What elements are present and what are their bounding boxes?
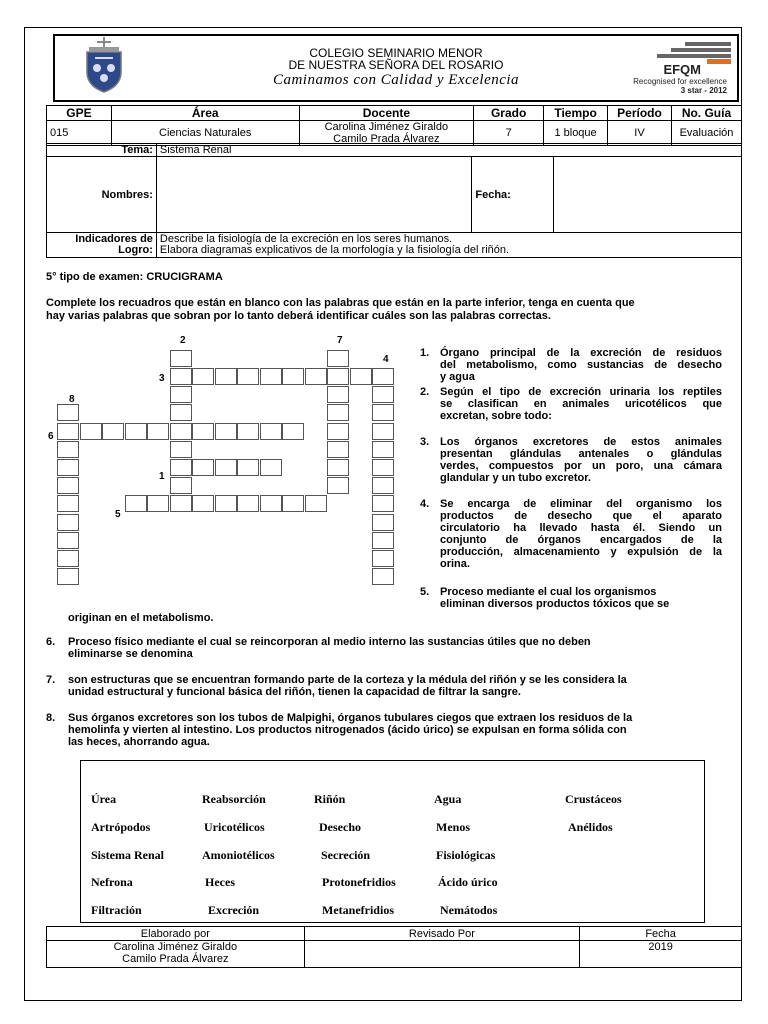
docente-value (299, 121, 474, 146)
word-bank-word: Excreción (208, 903, 260, 917)
footer-header-revisado: Revisado Por (304, 927, 580, 941)
crossword-cell[interactable] (282, 495, 304, 512)
crossword-cell[interactable] (260, 423, 282, 440)
indicador-2: Elabora diagramas explicativos de la morfología y la fisiología del riñón. (159, 244, 510, 256)
word-bank-word: Secreción (321, 848, 371, 862)
fecha-field[interactable] (554, 157, 742, 233)
clue-8-line2: hemolinfa y vierten al intestino. Los productos nitrogenados (ácido úrico) se expulsan en forma sólida con (68, 724, 627, 736)
word-bank-word: Reabsorción (202, 792, 266, 806)
crossword-cell[interactable] (372, 386, 394, 403)
crossword-cell[interactable] (260, 495, 282, 512)
instructions-line2: hay varias palabras que sobran por lo tanto deberá identificar cuáles son las palabras correctas. (46, 310, 551, 322)
fecha-label: Fecha: (472, 157, 554, 233)
crossword-cell[interactable] (125, 495, 147, 512)
crossword-cell[interactable] (372, 368, 394, 385)
word-bank-word: Ácido úrico (438, 875, 498, 889)
school-header (53, 34, 739, 102)
indicadores-label (47, 233, 157, 258)
clue-1-line3: y agua (440, 371, 475, 383)
crossword-cell[interactable] (327, 477, 349, 494)
footer-table (46, 926, 742, 968)
header-guia: No. Guía (671, 106, 741, 121)
docente-2: Camilo Prada Álvarez (333, 133, 440, 145)
crossword-cell[interactable] (170, 495, 192, 512)
clue-4-line1: Se encarga de eliminar del organismo los (440, 498, 722, 510)
crossword-cell[interactable] (192, 495, 214, 512)
clue-5-line1: Proceso mediante el cual los organismos (440, 586, 657, 598)
clue-7 (46, 674, 728, 698)
clue-5 (420, 586, 722, 610)
clue-2-number: 2. (420, 386, 430, 398)
efqm-certification-logo (615, 42, 731, 94)
clue-1-line1: Órgano principal de la excreción de residuos (440, 347, 722, 359)
crossword-cell[interactable] (372, 532, 394, 549)
crossword-cell[interactable] (372, 404, 394, 421)
tema-value: Sistema Renal (156, 144, 741, 157)
crossword-cell[interactable] (57, 568, 79, 585)
clue-2-line1: Según el tipo de excreción urinaria los reptiles (440, 386, 722, 398)
clue-1 (420, 347, 722, 383)
exam-type-label: 5° tipo de examen: (46, 271, 144, 283)
crossword-cell[interactable] (170, 441, 192, 458)
crossword-cell[interactable] (57, 404, 79, 421)
indicadores-label-2: Logro: (118, 244, 153, 256)
efqm-stars: 3 star - 2012 (680, 86, 727, 95)
crossword-cell[interactable] (215, 423, 237, 440)
crossword-cell[interactable] (237, 495, 259, 512)
crossword-cell[interactable] (237, 368, 259, 385)
clue-4-line6: orina. (440, 558, 470, 570)
crossword-cell[interactable] (350, 368, 372, 385)
crossword-cell[interactable] (372, 550, 394, 567)
clue-3-line2: presentan glándulas antenales o glándulas (440, 448, 722, 460)
efqm-brand: EFQM (663, 62, 701, 77)
exam-type (46, 271, 223, 284)
crossword-cell[interactable] (192, 459, 214, 476)
clue-6 (46, 636, 718, 660)
clue-6-line1: Proceso físico mediante el cual se reincorporan al medio interno las sustancias útiles que no deben (68, 636, 591, 648)
nombres-label: Nombres: (47, 157, 157, 233)
crossword-cell[interactable] (327, 350, 349, 367)
course-info-table (46, 105, 742, 146)
footer-fecha: 2019 (580, 941, 742, 968)
gpe-value: 015 (47, 121, 112, 146)
crossword-cell[interactable] (192, 368, 214, 385)
crossword-cell[interactable] (327, 423, 349, 440)
word-bank-word: Fisiológicas (436, 848, 496, 862)
word-bank-word: Anélidos (568, 820, 613, 834)
word-bank-word: Metanefridios (322, 903, 394, 917)
clue-8-line3: las heces, ahorrando agua. (68, 736, 210, 748)
docente-1: Carolina Jiménez Giraldo (324, 121, 449, 133)
crossword-cell[interactable] (215, 495, 237, 512)
word-bank-word: Desecho (319, 820, 361, 834)
clue-2-line3: excretan, sobre todo: (440, 410, 552, 422)
clue-7-number: 7. (46, 674, 56, 686)
crossword-cell[interactable] (192, 423, 214, 440)
student-details-table (46, 143, 742, 258)
footer-elaborado (47, 941, 305, 968)
clue-2-line2: se clasifican en animales uricotélicos que (440, 398, 722, 410)
crossword-cell[interactable] (372, 423, 394, 440)
crossword-cell[interactable] (57, 532, 79, 549)
word-bank-word: Filtración (91, 903, 142, 917)
crossword-cell[interactable] (372, 477, 394, 494)
clue-8-number: 8. (46, 712, 56, 724)
word-bank-word: Heces (205, 875, 235, 889)
crossword-cell[interactable] (147, 495, 169, 512)
crossword-cell[interactable] (57, 477, 79, 494)
word-bank-word: Nemátodos (440, 903, 498, 917)
word-bank-word: Artrópodos (91, 820, 151, 834)
crossword-cell[interactable] (372, 441, 394, 458)
crossword-cell[interactable] (372, 459, 394, 476)
crossword-cell[interactable] (57, 550, 79, 567)
indicador-1: Describe la fisiología de la excreción en los seres humanos. (159, 233, 453, 245)
word-bank-word: Agua (434, 792, 462, 806)
clue-4 (420, 498, 722, 570)
crossword-cell[interactable] (57, 423, 79, 440)
crossword-cell[interactable] (170, 368, 192, 385)
crossword-cell[interactable] (170, 386, 192, 403)
area-value: Ciencias Naturales (111, 121, 299, 146)
crossword-cell[interactable] (125, 423, 147, 440)
clue-4-line4: conjunto de órganos encargados de la (440, 534, 722, 546)
clue-4-line3: circulatorio ha llevado hasta él. Siendo un (440, 522, 722, 534)
crossword-cell[interactable] (327, 459, 349, 476)
crossword-cell[interactable] (282, 423, 304, 440)
grado-value: 7 (474, 121, 544, 146)
clue-8 (46, 712, 728, 748)
word-bank-box (80, 760, 705, 923)
header-gpe: GPE (47, 106, 112, 121)
crossword-cell[interactable] (282, 368, 304, 385)
word-bank-word: Crustáceos (565, 792, 622, 806)
word-bank-word: Protonefridios (322, 875, 396, 889)
crossword-cell[interactable] (215, 368, 237, 385)
clue-6-number: 6. (46, 636, 56, 648)
crossword-cell[interactable] (327, 441, 349, 458)
clue-3-line3: verdes, compuestos por un poro, una cámara (440, 460, 722, 472)
crossword-cell[interactable] (170, 423, 192, 440)
crossword-cell[interactable] (372, 514, 394, 531)
indicadores-value (156, 233, 741, 258)
footer-elaborado-2: Camilo Prada Álvarez (122, 953, 229, 965)
word-bank-word: Úrea (91, 792, 117, 806)
crossword-cell[interactable] (327, 404, 349, 421)
nombres-field[interactable] (156, 157, 471, 233)
crossword-cell[interactable] (372, 495, 394, 512)
instructions-line1: Complete los recuadros que están en blanco con las palabras que están en la parte inferior, tenga en cuenta que (46, 297, 635, 309)
crossword-cell[interactable] (57, 441, 79, 458)
crossword-cell[interactable] (305, 368, 327, 385)
clue-2 (420, 386, 722, 422)
crossword-cell[interactable] (57, 495, 79, 512)
clue-3 (420, 436, 722, 484)
crossword-number-2: 2 (180, 335, 186, 346)
clue-1-line2: del metabolismo, como sustancias de desecho (440, 359, 722, 371)
school-name-line2: DE NUESTRA SEÑORA DEL ROSARIO (288, 58, 504, 72)
word-bank-word: Nefrona (91, 875, 133, 889)
footer-elaborado-1: Carolina Jiménez Giraldo (113, 941, 238, 953)
clue-7-line2: unidad estructural y funcional básica del riñón, tienen la capacidad de filtrar la sangre. (68, 686, 521, 698)
footer-header-elaborado: Elaborado por (47, 927, 305, 941)
crossword-cell[interactable] (170, 459, 192, 476)
clue-1-number: 1. (420, 347, 430, 359)
crossword-cell[interactable] (305, 495, 327, 512)
crossword-number-1: 1 (159, 471, 165, 482)
crossword-cell[interactable] (215, 459, 237, 476)
footer-revisado (304, 941, 580, 968)
crossword-cell[interactable] (327, 386, 349, 403)
crossword-cell[interactable] (170, 477, 192, 494)
crossword-number-3: 3 (159, 373, 165, 384)
efqm-bars-icon (645, 42, 731, 64)
efqm-recognised: Recognised for excellence (633, 77, 727, 86)
school-motto: Caminamos con Calidad y Excelencia (272, 72, 520, 88)
crossword-number-6: 6 (48, 431, 54, 442)
clue-5-line3: originan en el metabolismo. (68, 612, 214, 624)
periodo-value: IV (608, 121, 672, 146)
clue-3-line4: glandular y un tubo excretor. (440, 472, 591, 484)
header-periodo: Período (608, 106, 672, 121)
header-grado: Grado (474, 106, 544, 121)
clue-4-number: 4. (420, 498, 430, 510)
crossword-cell[interactable] (260, 459, 282, 476)
crossword-cell[interactable] (147, 423, 169, 440)
exam-type-value: CRUCIGRAMA (146, 271, 223, 283)
crossword-number-5: 5 (115, 509, 121, 520)
crossword-number-8: 8 (69, 394, 75, 405)
footer-header-fecha: Fecha (580, 927, 742, 941)
header-tiempo: Tiempo (544, 106, 608, 121)
crossword-cell[interactable] (57, 459, 79, 476)
crossword-cell[interactable] (80, 423, 102, 440)
clue-4-line5: producción, almacenamiento y expulsión de la (440, 546, 722, 558)
word-bank-word: Amoniotélicos (202, 848, 275, 862)
crossword-cell[interactable] (170, 350, 192, 367)
crossword-number-4: 4 (383, 354, 389, 365)
header-area: Área (111, 106, 299, 121)
crossword-cell[interactable] (237, 459, 259, 476)
guia-value: Evaluación (671, 121, 741, 146)
crossword-cell[interactable] (170, 404, 192, 421)
crossword-cell[interactable] (260, 368, 282, 385)
word-bank-word: Sistema Renal (91, 848, 164, 862)
school-name-line1: COLEGIO SEMINARIO MENOR (309, 46, 483, 60)
crossword-cell[interactable] (237, 423, 259, 440)
word-bank-word: Uricotélicos (204, 820, 265, 834)
clue-8-line1: Sus órganos excretores son los tubos de Malpighi, órganos tubulares ciegos que extraen los residuos de la (68, 712, 633, 724)
crossword-cell[interactable] (327, 368, 349, 385)
clue-6-line2: eliminarse se denomina (68, 648, 193, 660)
word-bank-word: Riñón (314, 792, 346, 806)
clue-7-line1: son estructuras que se encuentran formando parte de la corteza y la médula del riñón y se les considera la (68, 674, 627, 686)
crossword-number-7: 7 (337, 335, 343, 346)
indicadores-label-1: Indicadores de (75, 233, 153, 245)
crossword-cell[interactable] (372, 568, 394, 585)
crossword-cell[interactable] (102, 423, 124, 440)
clue-4-line2: productos de desecho que el aparato (440, 510, 722, 522)
word-bank-word: Menos (436, 820, 470, 834)
header-docente: Docente (299, 106, 474, 121)
clue-3-number: 3. (420, 436, 430, 448)
tiempo-value: 1 bloque (544, 121, 608, 146)
tema-label: Tema: (47, 144, 157, 157)
clue-5-number: 5. (420, 586, 430, 598)
clue-5-line2: eliminan diversos productos tóxicos que se (440, 598, 670, 610)
clue-3-line1: Los órganos excretores de estos animales (440, 436, 722, 448)
crossword-cell[interactable] (57, 514, 79, 531)
